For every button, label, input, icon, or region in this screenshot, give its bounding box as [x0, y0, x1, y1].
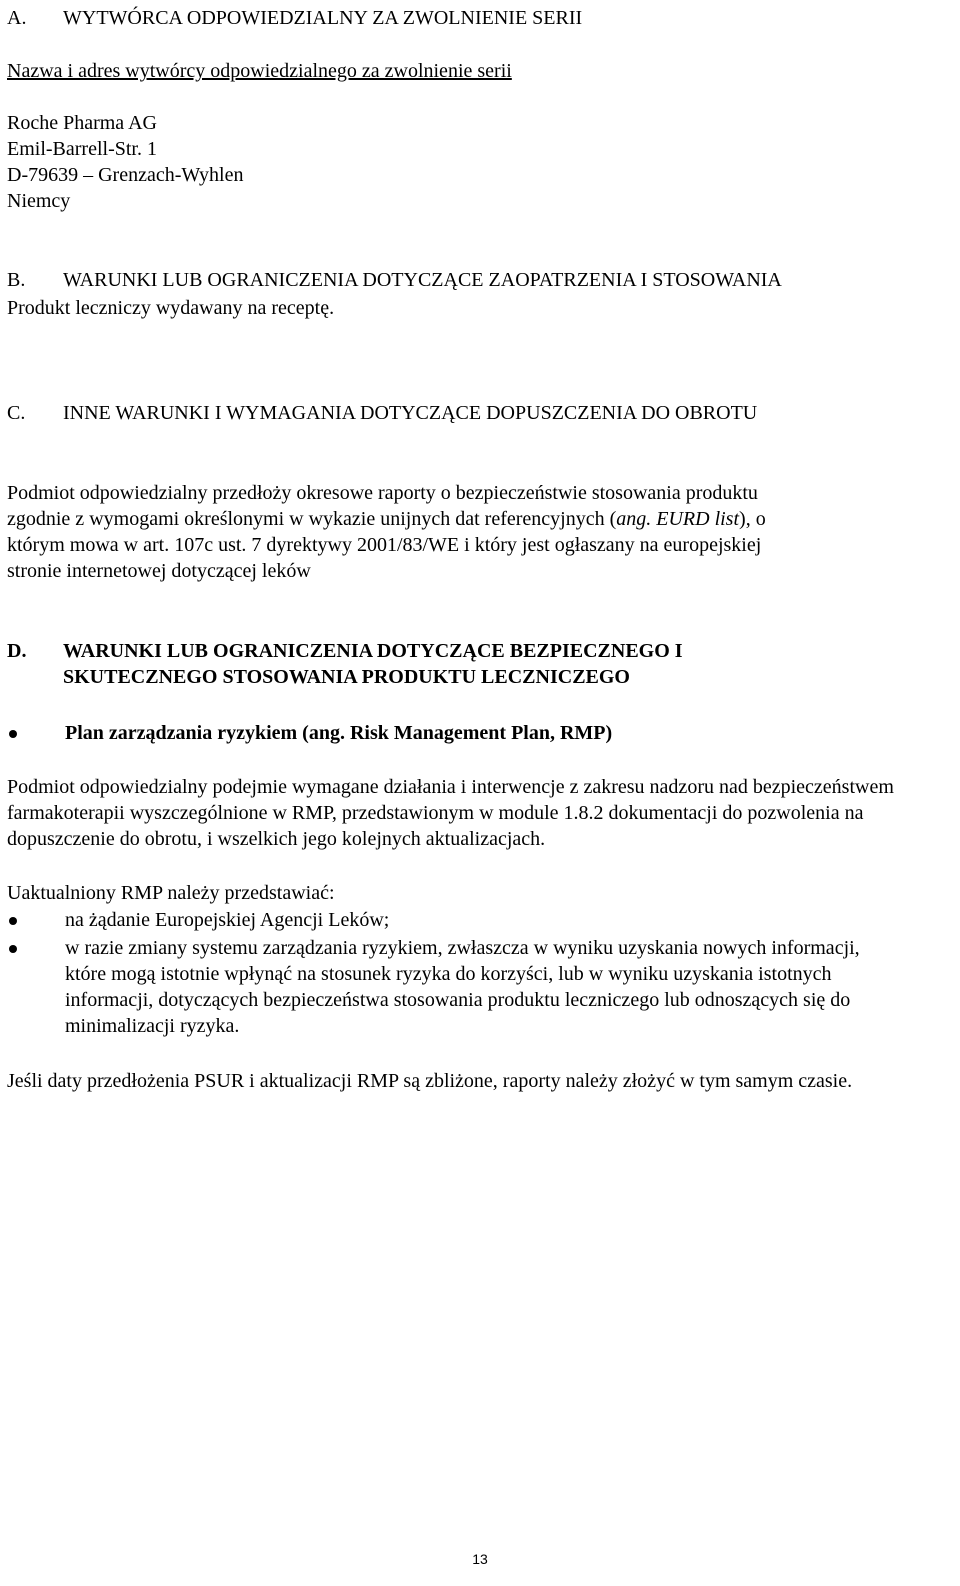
section-b-letter: B. — [7, 269, 26, 291]
address-line: Niemcy — [7, 190, 71, 212]
section-a-title: WYTWÓRCA ODPOWIEDZIALNY ZA ZWOLNIENIE SERII — [63, 7, 583, 29]
section-b-heading — [7, 267, 954, 293]
section-c-text-part1: Podmiot odpowiedzialny przedłoży okresowe raporty o bezpieczeństwie stosowania produktu zgodnie z wymogami określonymi w wykazie unijnych dat referencyjnych ( — [7, 482, 758, 530]
section-d-letter: D. — [7, 640, 27, 662]
address-line: D-79639 – Grenzach-Wyhlen — [7, 164, 244, 186]
bullet-icon — [9, 945, 17, 953]
rmp-bullet-text: na żądanie Europejskiej Agencji Leków; — [65, 909, 390, 931]
bullet-icon — [9, 730, 17, 738]
rmp-paragraph-3: Jeśli daty przedłożenia PSUR i aktualizacji RMP są zbliżone, raporty należy złożyć w tym samym czasie. — [7, 1070, 853, 1092]
section-c-heading — [7, 400, 820, 426]
section-c-text-italic: ang. EURD list — [616, 508, 740, 530]
address-line: Roche Pharma AG — [7, 112, 157, 134]
section-b-text: Produkt leczniczy wydawany na receptę. — [7, 297, 335, 319]
manufacturer-subtitle: Nazwa i adres wytwórcy odpowiedzialnego za zwolnienie serii — [7, 60, 512, 82]
section-d-heading — [7, 638, 790, 690]
rmp-paragraph-2: Uaktualniony RMP należy przedstawiać: — [7, 882, 335, 904]
section-a-letter: A. — [7, 7, 27, 29]
rmp-paragraph-1: Podmiot odpowiedzialny podejmie wymagane działania i interwencje z zakresu nadzoru nad bezpieczeństwem farmakoterapii wyszczególnione w RMP, przedstawionym w module 1.8.2 dokumentacji do pozwolenia na dopuszczenie do obrotu, i wszelkich jego kolejnych aktualizacjach. — [7, 776, 894, 850]
page-number: 13 — [472, 1551, 488, 1567]
rmp-heading-row — [7, 720, 954, 746]
rmp-bullet-item — [7, 935, 900, 1039]
rmp-heading: Plan zarządzania ryzykiem (ang. Risk Management Plan, RMP) — [65, 722, 613, 744]
bullet-icon — [9, 917, 17, 925]
rmp-bullet-text: w razie zmiany systemu zarządzania ryzykiem, zwłaszcza w wyniku uzyskania nowych informacji, które mogą istotnie wpłynąć na stosunek ryzyka do korzyści, lub w wyniku uzyskania istotnych informacji, dotyczących bezpieczeństwa stosowania produktu leczniczego lub odnoszących się do minimalizacji ryzyka. — [65, 937, 860, 1037]
section-c-paragraph — [7, 480, 820, 584]
section-b-title: WARUNKI LUB OGRANICZENIA DOTYCZĄCE ZAOPATRZENIA I STOSOWANIA — [63, 269, 782, 291]
manufacturer-address — [7, 110, 954, 214]
section-c-text-part2: ), o którym mowa w art. 107c ust. 7 dyrektywy 2001/83/WE i który jest ogłaszany na europejskiej stronie internetowej dotyczącej leków — [7, 508, 766, 582]
section-c-title: INNE WARUNKI I WYMAGANIA DOTYCZĄCE DOPUSZCZENIA DO OBROTU — [63, 402, 758, 424]
rmp-bullet-item — [7, 907, 954, 933]
section-c-letter: C. — [7, 402, 26, 424]
address-line: Emil-Barrell-Str. 1 — [7, 138, 157, 160]
section-a-heading — [7, 5, 954, 31]
section-d-title: WARUNKI LUB OGRANICZENIA DOTYCZĄCE BEZPIECZNEGO I SKUTECZNEGO STOSOWANIA PRODUKTU LECZNICZEGO — [63, 640, 683, 688]
